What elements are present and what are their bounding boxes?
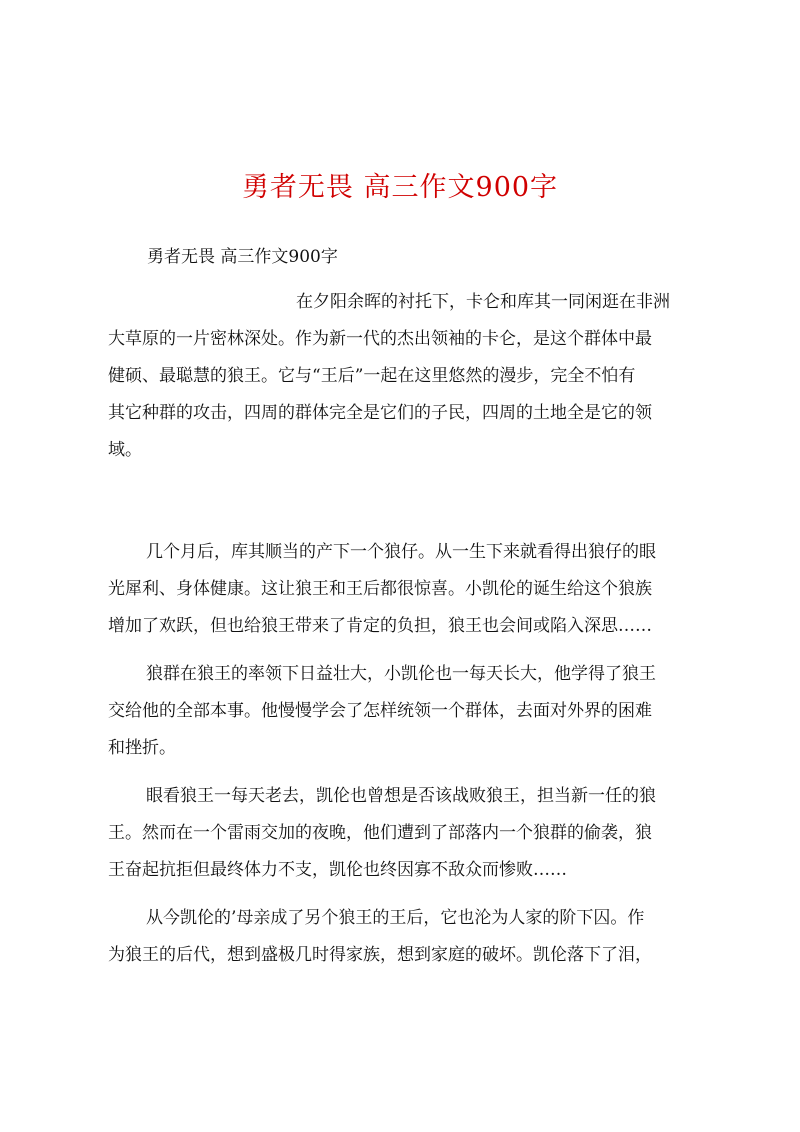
paragraph-line: 大草原的一片密林深处。作为新一代的杰出领袖的卡仑，是这个群体中最 (108, 329, 652, 349)
paragraph-line: 其它种群的攻击，四周的群体完全是它们的子民，四周的土地全是它的领 (108, 403, 652, 423)
paragraph-line: 为狼王的后代，想到盛极几时得家族，想到家庭的破坏。凯伦落下了泪， (108, 945, 652, 965)
paragraph-line: 健硕、最聪慧的狼王。它与“王后”一起在这里悠然的漫步，完全不怕有 (108, 366, 636, 386)
paragraph-line: 交给他的全部本事。他慢慢学会了怎样统领一个群体，去面对外界的困难 (108, 701, 652, 721)
paragraph-line: 王。然而在一个雷雨交加的夜晚，他们遭到了部落内一个狼群的偷袭，狼 (108, 823, 652, 843)
paragraph-line: 几个月后，库其顺当的产下一个狼仔。从一生下来就看得出狼仔的眼 (146, 542, 656, 562)
paragraph-line: 在夕阳余晖的衬托下，卡仑和库其一同闲逛在非洲 (296, 292, 670, 312)
paragraph-line: 眼看狼王一每天老去，凯伦也曾想是否该战败狼王，担当新一任的狼 (146, 786, 656, 806)
paragraph-3 (108, 656, 712, 767)
paragraph-line: 光犀利、身体健康。这让狼王和王后都很惊喜。小凯伦的诞生给这个狼族 (108, 579, 652, 599)
paragraph-line: 从今凯伦的’母亲成了另个狼王的王后，它也沦为人家的阶下囚。作 (146, 908, 645, 928)
paragraph-line: 王奋起抗拒但最终体力不支，凯伦也终因寡不敌众而惨败…… (108, 860, 567, 880)
paragraph-2 (108, 534, 712, 645)
document-title: 勇者无畏 高三作文900字 (241, 172, 559, 203)
document-subtitle: 勇者无畏 高三作文900字 (147, 247, 338, 267)
paragraph-4 (108, 778, 712, 889)
paragraph-line: 域。 (108, 440, 142, 460)
paragraph-5 (108, 900, 712, 974)
paragraph-line: 和挫折。 (108, 738, 176, 758)
paragraph-line: 狼群在狼王的率领下日益壮大，小凯伦也一每天长大，他学得了狼王 (146, 664, 656, 684)
paragraph-line: 增加了欢跃，但也给狼王带来了肯定的负担，狼王也会间或陷入深思…… (108, 616, 652, 636)
paragraph-1 (108, 284, 712, 469)
